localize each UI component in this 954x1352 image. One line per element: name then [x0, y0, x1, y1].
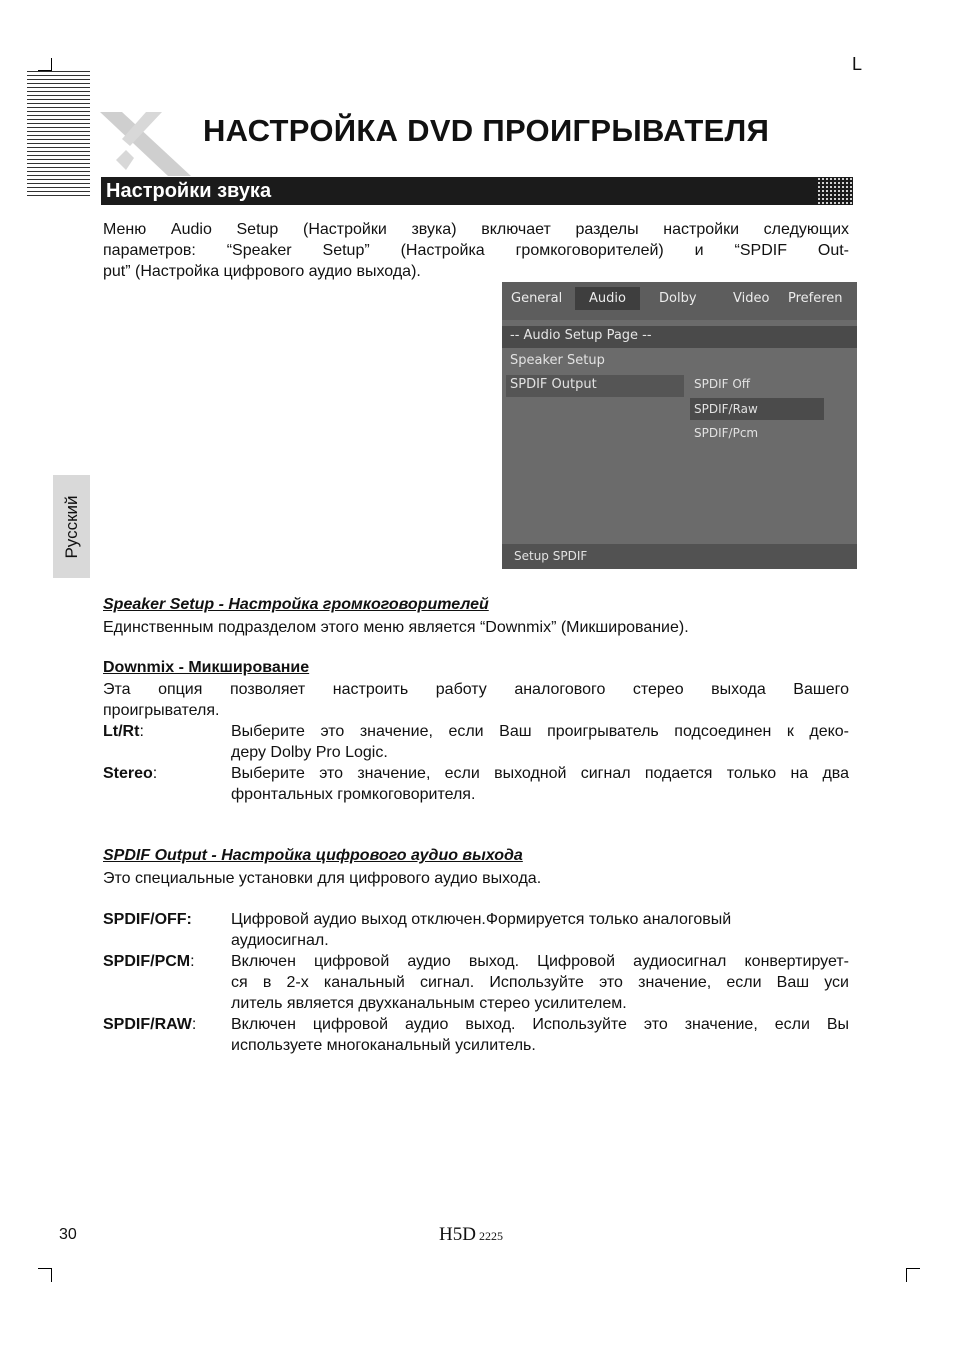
menu-item-speaker-setup[interactable]: Speaker Setup: [510, 353, 605, 368]
intro-paragraph: [103, 219, 849, 282]
definition-line: деру Dolby Pro Logic.: [231, 744, 388, 761]
definition-term: SPDIF/PCM:: [103, 953, 195, 970]
spdif-output-line: Это специальные установки для цифрового аудио выхода.: [103, 870, 542, 887]
model-label: [439, 1224, 503, 1246]
option-spdif-off[interactable]: SPDIF Off: [694, 377, 751, 391]
speaker-setup-text: [103, 617, 849, 638]
dvd-setup-screen: [502, 282, 857, 569]
section-title: Настройки звука: [106, 180, 272, 202]
tab-audio[interactable]: Audio: [575, 287, 640, 310]
spdif-output-text: [103, 868, 849, 889]
tab-dolby[interactable]: Dolby: [659, 291, 697, 306]
definition-body: [231, 763, 849, 805]
language-side-tab: [53, 475, 90, 578]
crop-mark-bottom-right-v: [906, 1268, 907, 1282]
definition-line: Выберите это значение, если выходной сигнал подается только на два: [231, 765, 849, 782]
speaker-setup-line: Единственным подразделом этого меню является “Downmix” (Микширование).: [103, 619, 689, 636]
definition-line: литель является двухканальным стерео усилителем.: [231, 995, 627, 1012]
model-name: H5D: [439, 1224, 476, 1245]
definition-line: используете многоканальный усилитель.: [231, 1037, 536, 1054]
section-bar-dots: [817, 177, 853, 205]
model-number: 2225: [478, 1229, 503, 1243]
crop-mark-bottom-right-h: [906, 1268, 920, 1269]
section-header-bar: [101, 177, 853, 205]
menu-item-spdif-output[interactable]: SPDIF Output: [510, 377, 597, 392]
decorative-stripes: [27, 71, 90, 199]
definition-line: фронтальных громкоговорителя.: [231, 786, 476, 803]
definition-line: Включен цифровой аудио выход. Цифровой аудиосигнал конвертирует-: [231, 953, 849, 970]
definition-line: Цифровой аудио выход отключен.Формируется только аналоговый: [231, 911, 732, 928]
definition-line: ся в 2-х канальный сигнал. Используйте это значение, если Ваш уси: [231, 974, 849, 991]
intro-line: параметров: “Speaker Setup” (Настройка громкоговорителей) и “SPDIF Out-: [103, 242, 849, 259]
definition-body: [231, 721, 849, 763]
tab-video[interactable]: Video: [733, 291, 770, 306]
definition-body: [231, 951, 849, 1014]
downmix-heading: Downmix - Микширование: [103, 659, 310, 676]
setup-page-title-bar: [502, 326, 857, 348]
definition-line: Включен цифровой аудио выход. Используйте это значение, если Вы: [231, 1016, 849, 1033]
page-title: НАСТРОЙКА DVD ПРОИГРЫВАТЕЛЯ: [203, 113, 770, 148]
speaker-setup-heading: Speaker Setup - Настройка громкоговорителей: [103, 596, 489, 613]
spdif-output-heading: SPDIF Output - Настройка цифрового аудио выхода: [103, 847, 523, 864]
setup-status-text: Setup SPDIF: [514, 549, 588, 563]
intro-line: Меню Audio Setup (Настройки звука) включает разделы настройки следующих: [103, 221, 849, 238]
setup-status-bar: [502, 544, 857, 569]
tab-preferences[interactable]: Preferen: [788, 291, 843, 306]
downmix-line: проигрывателя.: [103, 702, 220, 719]
setup-tab-bar: [502, 282, 857, 320]
definition-term: SPDIF/OFF:: [103, 911, 192, 928]
definition-term: Stereo:: [103, 765, 158, 782]
definition-line: аудиосигнал.: [231, 932, 329, 949]
definition-line: Выберите это значение, если Ваш проигрыватель подсоединен к деко-: [231, 723, 849, 740]
corner-mark-top-right: L: [852, 54, 863, 74]
definition-term: Lt/Rt:: [103, 723, 144, 740]
definition-term: SPDIF/RAW:: [103, 1016, 197, 1033]
definition-body: [231, 909, 849, 951]
definition-body: [231, 1014, 849, 1056]
language-label: Русский: [61, 494, 81, 559]
downmix-line: Эта опция позволяет настроить работу аналогового стерео выхода Вашего: [103, 681, 849, 698]
crop-mark-bottom-left-v: [51, 1268, 52, 1282]
crop-mark-bottom-left-h: [38, 1268, 52, 1269]
option-spdif-pcm[interactable]: SPDIF/Pcm: [694, 426, 759, 440]
option-spdif-raw[interactable]: SPDIF/Raw: [694, 402, 758, 416]
downmix-paragraph: [103, 679, 849, 721]
intro-line: put” (Настройка цифрового аудио выхода).: [103, 263, 421, 280]
tab-general[interactable]: General: [511, 291, 563, 306]
brand-x-logo-icon: [96, 106, 196, 180]
page-number: 30: [59, 1226, 77, 1243]
setup-page-title: -- Audio Setup Page --: [510, 328, 652, 343]
